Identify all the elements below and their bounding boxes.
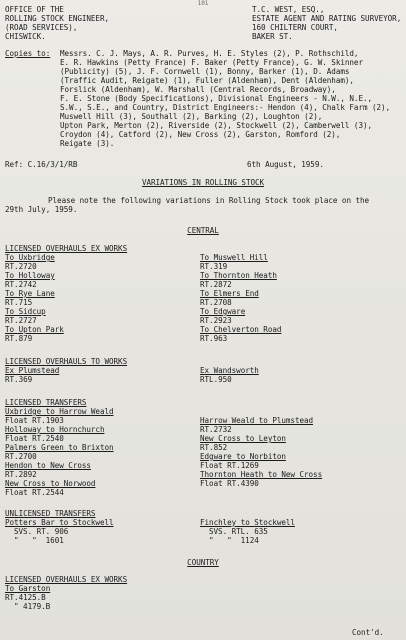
ex-works-destination: To Upton Park — [5, 325, 64, 334]
transfer-stock: Float RT.1269 — [200, 461, 259, 470]
ex-works-destination: To Uxbridge — [5, 253, 55, 262]
transfer-stock: RT.2892 — [5, 470, 37, 479]
ex-works-destination: To Rye Lane — [5, 289, 55, 298]
intro-line-1: Please note the following variations in Rolling Stock took place on the — [48, 196, 370, 205]
unlicensed-transfer-stock: SVS. RTL. 635 — [209, 527, 268, 536]
ex-works-destination: To Holloway — [5, 271, 55, 280]
copies-line: (Publicity) (5), J. F. Cornwell (1), Bonny, Barker (1), D. Adams — [60, 67, 350, 76]
ex-works-stock: RT.879 — [5, 334, 33, 343]
copies-line: F. E. Stone (Body Specifications), Divisional Engineers - N.W., N.E., — [60, 94, 373, 103]
copies-line: S.W., S.E., and Country, District Engineers:- Hendon (4), Chalk Farm (2), — [60, 103, 391, 112]
section-heading-central: CENTRAL — [187, 226, 219, 235]
to-works-stock: RT.369 — [5, 375, 33, 384]
subheading-country-overhauls-ex-works: LICENSED OVERHAULS EX WORKS — [5, 575, 128, 584]
transfer-stock: RT.852 — [200, 443, 228, 452]
header-to-line-4: BAKER ST. — [252, 32, 293, 41]
transfer-stock: RT.2732 — [200, 425, 232, 434]
ex-works-stock: RT.2727 — [5, 316, 37, 325]
unlicensed-transfer-route: Potters Bar to Stockwell — [5, 518, 114, 527]
ex-works-stock: RT.715 — [5, 298, 33, 307]
transfer-route: Harrow Weald to Plumstead — [200, 416, 314, 425]
ex-works-destination: To Muswell Hill — [200, 253, 268, 262]
ex-works-stock: RT.2872 — [200, 280, 232, 289]
header-to-line-1: T.C. WEST, ESQ., — [252, 5, 325, 14]
transfer-route: Uxbridge to Harrow Weald — [5, 407, 114, 416]
unlicensed-transfer-stock: " " 1124 — [209, 536, 259, 545]
intro-line-2: 29th July, 1959. — [5, 205, 78, 214]
header-to-line-2: ESTATE AGENT AND RATING SURVEYOR, — [252, 14, 402, 23]
ex-works-stock: RT.319 — [200, 262, 228, 271]
ex-works-destination: To Edgware — [200, 307, 246, 316]
transfer-stock: Float RT.4390 — [200, 479, 259, 488]
copies-label: Copies to: — [5, 49, 51, 58]
ex-works-stock: RT.2708 — [200, 298, 232, 307]
transfer-stock: Float RT.2540 — [5, 434, 64, 443]
section-heading-country: COUNTRY — [187, 558, 219, 567]
header-from-line-3: (ROAD SERVICES), — [5, 23, 78, 32]
unlicensed-transfer-route: Finchley to Stockwell — [200, 518, 295, 527]
subheading-overhauls-ex-works: LICENSED OVERHAULS EX WORKS — [5, 244, 128, 253]
ex-works-stock: RT.2923 — [200, 316, 232, 325]
ex-works-destination: To Sidcup — [5, 307, 46, 316]
transfer-route: New Cross to Leyton — [200, 434, 286, 443]
continued-note: Cont'd. — [352, 628, 384, 637]
unlicensed-transfer-stock: " " 1601 — [14, 536, 64, 545]
to-works-stock: RTL.950 — [200, 375, 232, 384]
document-title: VARIATIONS IN ROLLING STOCK — [141, 178, 265, 187]
ex-works-destination: To Chelverton Road — [200, 325, 282, 334]
reference-number: Ref: C.16/3/1/RB — [5, 160, 78, 169]
transfer-stock: Float RT.2544 — [5, 488, 64, 497]
copies-line: Reigate (3). — [60, 139, 115, 148]
document-date: 6th August, 1959. — [247, 160, 324, 169]
country-ex-works-stock: " 4179.B — [14, 602, 51, 611]
copies-line: Upton Park, Merton (2), Riverside (2), Stockwell (2), Camberwell (3), — [60, 121, 373, 130]
ex-works-stock: RT.963 — [200, 334, 228, 343]
copies-line: Messrs. C. J. Mays, A. R. Purves, H. E. Styles (2), P. Rothschild, — [60, 49, 359, 58]
page-number: 101 — [197, 0, 209, 7]
transfer-route: Holloway to Hornchurch — [5, 425, 105, 434]
copies-line: E. R. Hawkins (Petty France) F. Baker (Petty France), G. W. Skinner — [60, 58, 363, 67]
transfer-route: Thornton Heath to New Cross — [200, 470, 323, 479]
country-ex-works-stock: RT.4125.B — [5, 593, 46, 602]
transfer-route: Edgware to Norbiton — [200, 452, 286, 461]
country-ex-works-destination: To Garston — [5, 584, 51, 593]
copies-line: Muswell Hill (3), Southall (2), Barking (2), Loughton (2), — [60, 112, 323, 121]
subheading-licensed-transfers: LICENSED TRANSFERS — [5, 398, 87, 407]
copies-line: Croydon (4), Catford (2), New Cross (2), Garston, Romford (2), — [60, 130, 341, 139]
to-works-origin: Ex Plumstead — [5, 366, 60, 375]
header-to-line-3: 160 CHILTERN COURT, — [252, 23, 338, 32]
transfer-stock: Float RT.1903 — [5, 416, 64, 425]
transfer-route: New Cross to Norwood — [5, 479, 96, 488]
transfer-stock: RT.2700 — [5, 452, 37, 461]
to-works-origin: Ex Wandsworth — [200, 366, 259, 375]
transfer-route: Hendon to New Cross — [5, 461, 91, 470]
subheading-unlicensed-transfers: UNLICENSED TRANSFERS — [5, 509, 96, 518]
header-from-line-4: CHISWICK. — [5, 32, 46, 41]
header-from-line-1: OFFICE OF THE — [5, 5, 64, 14]
subheading-overhauls-to-works: LICENSED OVERHAULS TO WORKS — [5, 357, 128, 366]
header-from-line-2: ROLLING STOCK ENGINEER, — [5, 14, 110, 23]
ex-works-stock: RT.2720 — [5, 262, 37, 271]
ex-works-destination: To Elmers End — [200, 289, 259, 298]
transfer-route: Palmers Green to Brixton — [5, 443, 114, 452]
copies-line: (Traffic Audit, Reigate) (1), Fuller (Aldenham), Dent (Aldenham), — [60, 76, 354, 85]
copies-line: Forslick (Aldenham), W. Marshall (Central Records, Broadway), — [60, 85, 336, 94]
ex-works-destination: To Thornton Heath — [200, 271, 277, 280]
ex-works-stock: RT.2742 — [5, 280, 37, 289]
unlicensed-transfer-stock: SVS. RT. 906 — [14, 527, 69, 536]
